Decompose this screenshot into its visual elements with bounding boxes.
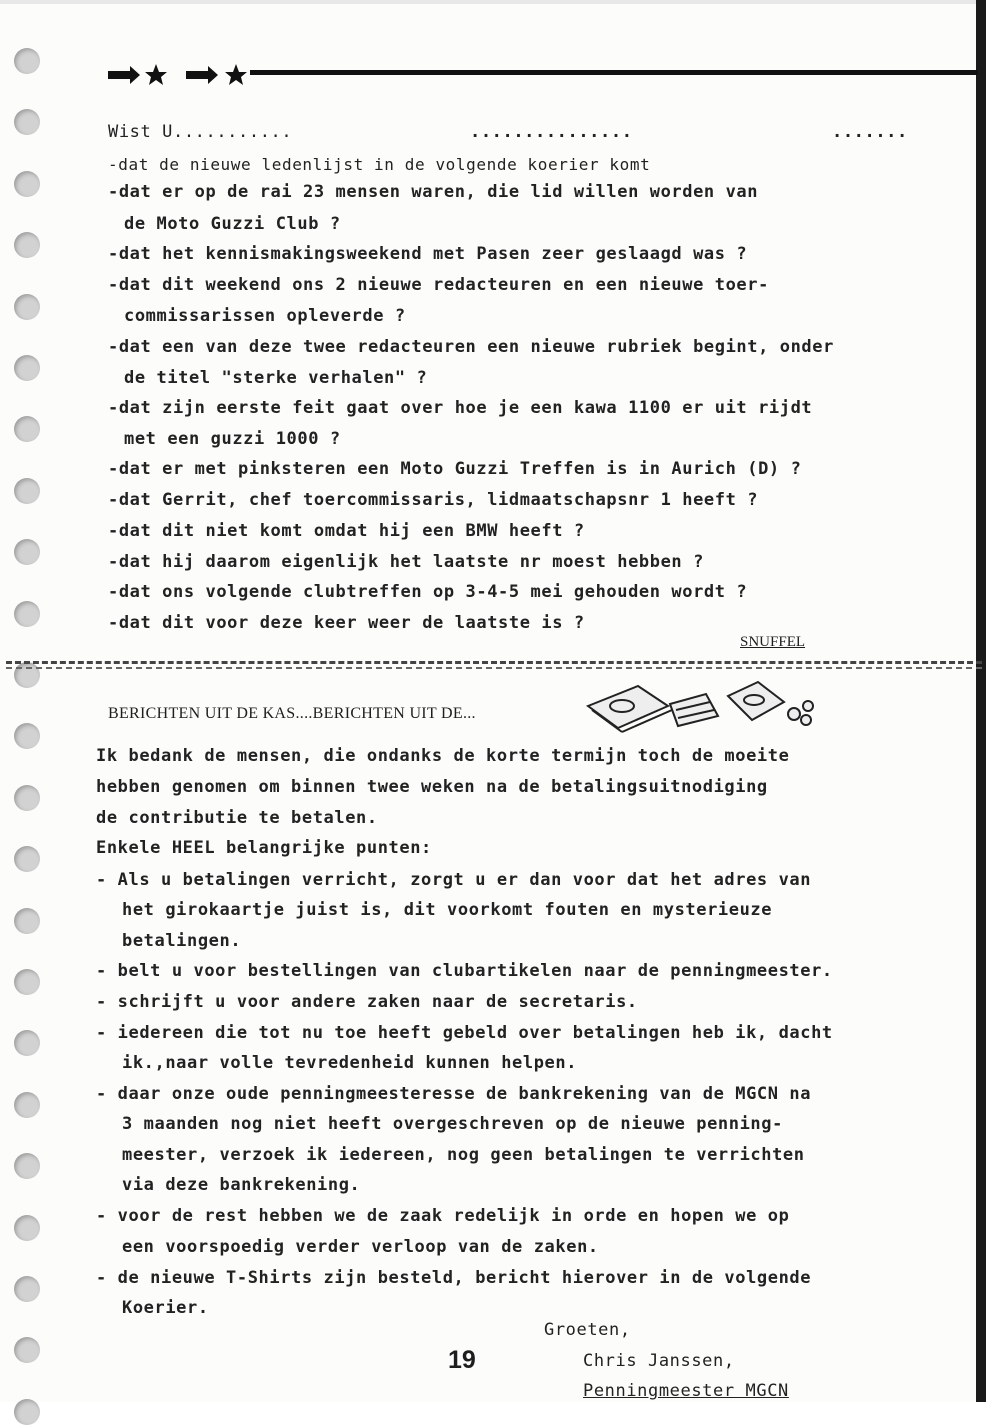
kas-line: Enkele HEEL belangrijke punten: bbox=[96, 838, 432, 858]
wist-line: -dat hij daarom eigenlijk het laatste nr moest hebben ? bbox=[108, 552, 704, 572]
wist-line: -dat ons volgende clubtreffen op 3-4-5 mei gehouden wordt ? bbox=[108, 582, 748, 602]
header-ornament bbox=[108, 62, 258, 86]
arrow-icon bbox=[108, 66, 140, 84]
kas-line: via deze bankrekening. bbox=[122, 1175, 361, 1195]
kas-line: - voor de rest hebben we de zaak redelijk in orde en hopen we op bbox=[96, 1206, 790, 1226]
binder-hole bbox=[14, 294, 40, 320]
binder-hole bbox=[14, 109, 40, 135]
wist-line: -dat dit niet komt omdat hij een BMW heeft ? bbox=[108, 521, 585, 541]
arrow-icon bbox=[186, 66, 218, 84]
kas-line: de contributie te betalen. bbox=[96, 808, 378, 828]
binder-hole bbox=[14, 539, 40, 565]
binder-hole bbox=[14, 1399, 40, 1425]
closing: Groeten, bbox=[544, 1320, 631, 1340]
star-icon bbox=[225, 64, 247, 85]
kas-line: - daar onze oude penningmeesteresse de bankrekening van de MGCN na bbox=[96, 1084, 812, 1104]
binder-hole bbox=[14, 969, 40, 995]
signer-name: Chris Janssen, bbox=[583, 1351, 735, 1371]
wist-title: Wist U........... bbox=[108, 122, 293, 142]
signature-snuffel: SNUFFEL bbox=[740, 634, 806, 650]
kas-line: - belt u voor bestellingen van clubartikelen naar de penningmeester. bbox=[96, 961, 833, 981]
section-divider bbox=[6, 661, 982, 669]
kas-line: 3 maanden nog niet heeft overgeschreven op de nieuwe penning- bbox=[122, 1114, 783, 1134]
star-icon bbox=[145, 64, 167, 85]
binder-hole bbox=[14, 1276, 40, 1302]
binder-holes bbox=[0, 0, 50, 1402]
binder-hole bbox=[14, 232, 40, 258]
wist-dots-mid: ............... bbox=[470, 122, 633, 142]
wist-line: -dat dit weekend ons 2 nieuwe redacteuren en een nieuwe toer- bbox=[108, 275, 769, 295]
wist-line: commissarissen opleverde ? bbox=[124, 306, 406, 326]
wist-line: -dat er met pinksteren een Moto Guzzi Treffen is in Aurich (D) ? bbox=[108, 459, 802, 479]
binder-hole bbox=[14, 1092, 40, 1118]
wist-line: -dat Gerrit, chef toercommissaris, lidmaatschapsnr 1 heeft ? bbox=[108, 490, 759, 510]
kas-line: het girokaartje juist is, dit voorkomt fouten en mysterieuze bbox=[122, 900, 773, 920]
kas-line: betalingen. bbox=[122, 931, 242, 951]
kas-title: BERICHTEN UIT DE KAS....BERICHTEN UIT DE... bbox=[108, 705, 476, 722]
wist-line: -dat een van deze twee redacteuren een nieuwe rubriek begint, onder bbox=[108, 337, 834, 357]
kas-line: - iedereen die tot nu toe heeft gebeld over betalingen heb ik, dacht bbox=[96, 1023, 833, 1043]
kas-line: ik.,naar volle tevredenheid kunnen helpen. bbox=[122, 1053, 578, 1073]
kas-line: - de nieuwe T-Shirts zijn besteld, bericht hierover in de volgende bbox=[96, 1268, 812, 1288]
binder-hole bbox=[14, 171, 40, 197]
wist-line: -dat er op de rai 23 mensen waren, die lid willen worden van bbox=[108, 182, 759, 202]
binder-hole bbox=[14, 846, 40, 872]
kas-line: Koerier. bbox=[122, 1298, 209, 1318]
wist-line: -dat de nieuwe ledenlijst in de volgende koerier komt bbox=[108, 155, 651, 174]
binder-hole bbox=[14, 478, 40, 504]
binder-hole bbox=[14, 601, 40, 627]
wist-line: met een guzzi 1000 ? bbox=[124, 429, 341, 449]
binder-hole bbox=[14, 1153, 40, 1179]
page-number: 19 bbox=[448, 1346, 476, 1374]
binder-hole bbox=[14, 48, 40, 74]
signer-role: Penningmeester MGCN bbox=[583, 1381, 789, 1401]
wist-line: -dat zijn eerste feit gaat over hoe je een kawa 1100 er uit rijdt bbox=[108, 398, 813, 418]
kas-line: - schrijft u voor andere zaken naar de secretaris. bbox=[96, 992, 638, 1012]
binder-hole bbox=[14, 416, 40, 442]
kas-line: - Als u betalingen verricht, zorgt u er dan voor dat het adres van bbox=[96, 870, 812, 890]
wist-dots-end: ....... bbox=[832, 122, 908, 142]
binder-hole bbox=[14, 1030, 40, 1056]
wist-line: de Moto Guzzi Club ? bbox=[124, 214, 341, 234]
kas-line: hebben genomen om binnen twee weken na de betalingsuitnodiging bbox=[96, 777, 768, 797]
kas-line: Ik bedank de mensen, die ondanks de korte termijn toch de moeite bbox=[96, 746, 790, 766]
binder-hole bbox=[14, 908, 40, 934]
binder-hole bbox=[14, 723, 40, 749]
right-edge bbox=[976, 0, 986, 1402]
wist-line: -dat het kennismakingsweekend met Pasen zeer geslaagd was ? bbox=[108, 244, 748, 264]
kas-line: meester, verzoek ik iedereen, nog geen betalingen te verrichten bbox=[122, 1145, 805, 1165]
wist-line: de titel "sterke verhalen" ? bbox=[124, 368, 428, 388]
binder-hole bbox=[14, 355, 40, 381]
binder-hole bbox=[14, 785, 40, 811]
wist-line: -dat dit voor deze keer weer de laatste is ? bbox=[108, 613, 585, 633]
header-rule bbox=[250, 70, 978, 75]
binder-hole bbox=[14, 1215, 40, 1241]
top-edge bbox=[0, 0, 986, 4]
binder-hole bbox=[14, 1337, 40, 1363]
kas-line: een voorspoedig verder verloop van de zaken. bbox=[122, 1237, 599, 1257]
money-illustration bbox=[578, 676, 838, 738]
